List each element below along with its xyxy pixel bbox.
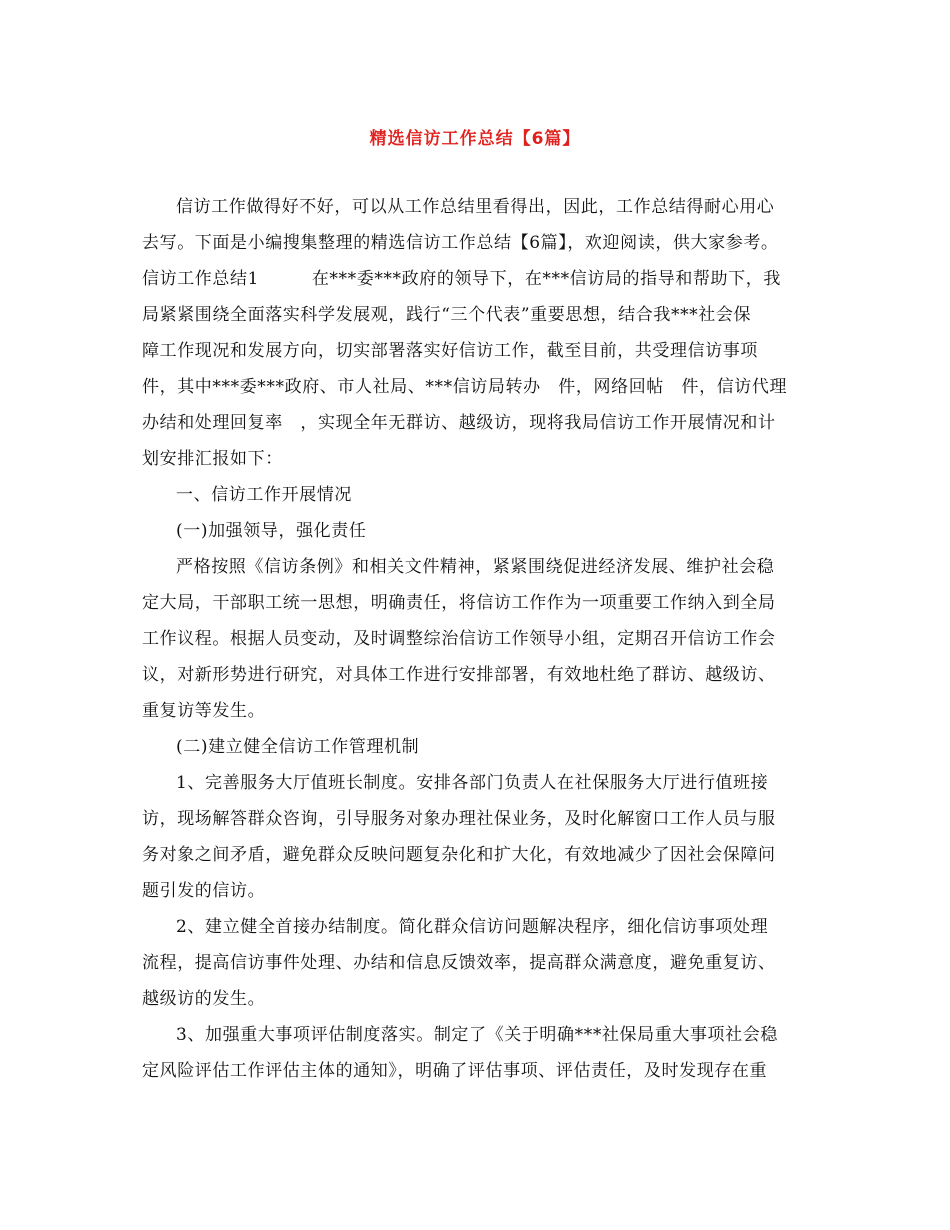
paragraph-line: 工作议程。根据人员变动，及时调整综治信访工作领导小组，定期召开信访工作会 — [142, 629, 776, 649]
paragraph-line: 划安排汇报如下： — [142, 449, 283, 469]
paragraph-line: 信访工作做得好不好，可以从工作总结里看得出，因此，工作总结得耐心用心 — [176, 197, 775, 217]
section-heading: 一、信访工作开展情况 — [176, 485, 352, 505]
paragraph-line: 越级访的发生。 — [142, 989, 266, 1009]
paragraph-line: 件，其中***委***政府、市人社局、***信访局转办 件，网络回帖 件，信访代理 — [142, 377, 788, 397]
paragraph-line: 访，现场解答群众咨询，引导服务对象办理社保业务，及时化解窗口工作人员与服 — [142, 809, 776, 829]
paragraph-line: 议，对新形势进行研究，对具体工作进行安排部署，有效地杜绝了群访、越级访、 — [142, 665, 776, 685]
paragraph-line: 务对象之间矛盾，避免群众反映问题复杂化和扩大化，有效地减少了因社会保障问 — [142, 845, 776, 865]
paragraph-line: 1、完善服务大厅值班长制度。安排各部门负责人在社保服务大厅进行值班接 — [176, 773, 769, 793]
paragraph-line: 严格按照《信访条例》和相关文件精神，紧紧围绕促进经济发展、维护社会稳 — [176, 557, 775, 577]
paragraph-line: 题引发的信访。 — [142, 881, 266, 901]
paragraph-line: 3、加强重大事项评估制度落实。制定了《关于明确***社保局重大事项社会稳 — [176, 1025, 778, 1045]
paragraph-line: 重复访等发生。 — [142, 701, 266, 721]
paragraph-line: 流程，提高信访事件处理、办结和信息反馈效率，提高群众满意度，避免重复访、 — [142, 953, 776, 973]
paragraph-line: 局紧紧围绕全面落实科学发展观，践行“三个代表”重要思想，结合我***社会保 — [142, 305, 752, 325]
subsection-heading: (二)建立健全信访工作管理机制 — [176, 737, 420, 757]
paragraph-line: 去写。下面是小编搜集整理的精选信访工作总结【6篇】，欢迎阅读，供大家参考。 — [142, 233, 779, 253]
paragraph-line: 定大局，干部职工统一思想，明确责任，将信访工作作为一项重要工作纳入到全局 — [142, 593, 776, 613]
document-title: 精选信访工作总结【6篇】 — [369, 129, 581, 149]
paragraph-line: 信访工作总结1 在***委***政府的领导下，在***信访局的指导和帮助下，我 — [142, 269, 781, 289]
paragraph-line: 办结和处理回复率 ，实现全年无群访、越级访，现将我局信访工作开展情况和计 — [142, 413, 776, 433]
paragraph-line: 障工作现况和发展方向，切实部署落实好信访工作，截至目前，共受理信访事项 — [142, 341, 758, 361]
subsection-heading: (一)加强领导，强化责任 — [176, 521, 367, 541]
paragraph-line: 2、建立健全首接办结制度。简化群众信访问题解决程序，细化信访事项处理 — [176, 917, 769, 937]
paragraph-line: 定风险评估工作评估主体的通知》，明确了评估事项、评估责任，及时发现存在重 — [142, 1061, 768, 1081]
